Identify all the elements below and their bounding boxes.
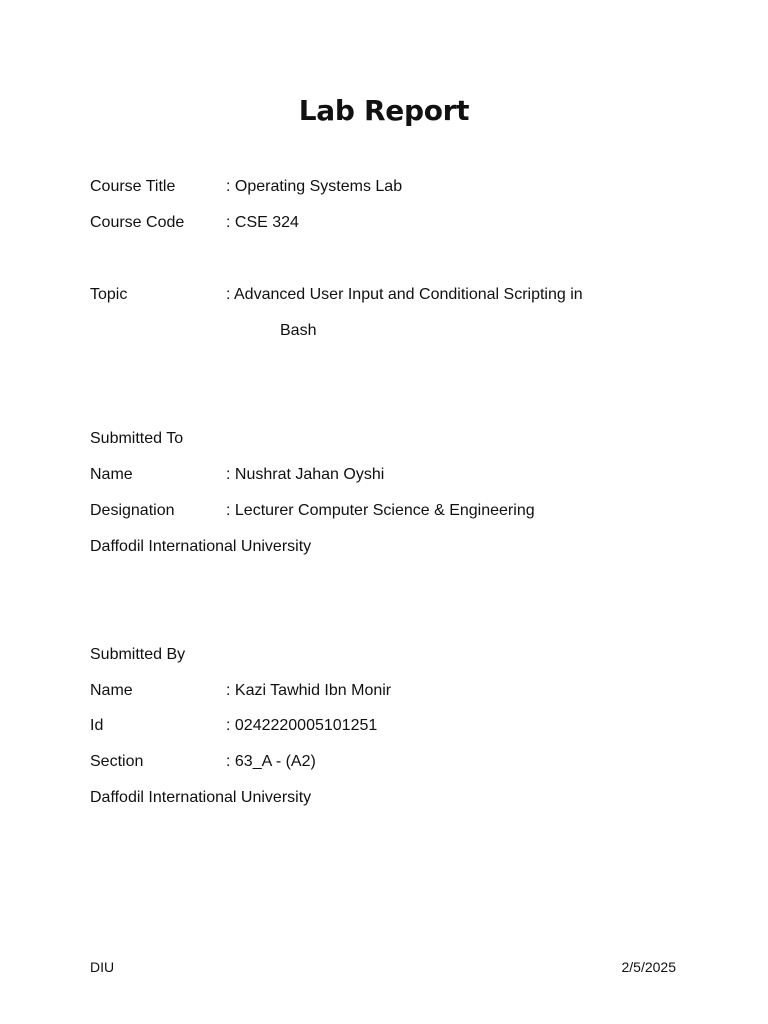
footer-date: 2/5/2025 [621,959,676,975]
section-label: Section [90,753,144,770]
submitted-by-name-label: Name [90,682,133,699]
submitted-to-heading: Submitted To [90,430,184,447]
designation-label: Designation [90,502,175,519]
student-id-value: : 0242220005101251 [226,717,378,734]
footer-left-text: DIU [90,959,115,975]
submitted-to-university: Daffodil International University [90,538,312,555]
topic-value: : Advanced User Input and Conditional Scripting in [226,286,583,303]
course-code-value: : CSE 324 [226,214,299,231]
submitted-to-name-label: Name [90,466,133,483]
course-code-label: Course Code [90,214,185,231]
topic-label: Topic [90,286,128,303]
section-value: : 63_A - (A2) [226,753,316,770]
submitted-to-name-value: : Nushrat Jahan Oyshi [226,466,385,483]
submitted-by-university: Daffodil International University [90,789,312,806]
submitted-by-name-value: : Kazi Tawhid Ibn Monir [226,682,392,699]
topic-value-continuation: Bash [280,322,317,339]
designation-value: : Lecturer Computer Science & Engineering [226,502,535,519]
course-title-value: : Operating Systems Lab [226,178,403,195]
page-title: Lab Report [298,94,470,127]
course-title-label: Course Title [90,178,176,195]
submitted-by-heading: Submitted By [90,646,186,663]
student-id-label: Id [90,717,104,734]
